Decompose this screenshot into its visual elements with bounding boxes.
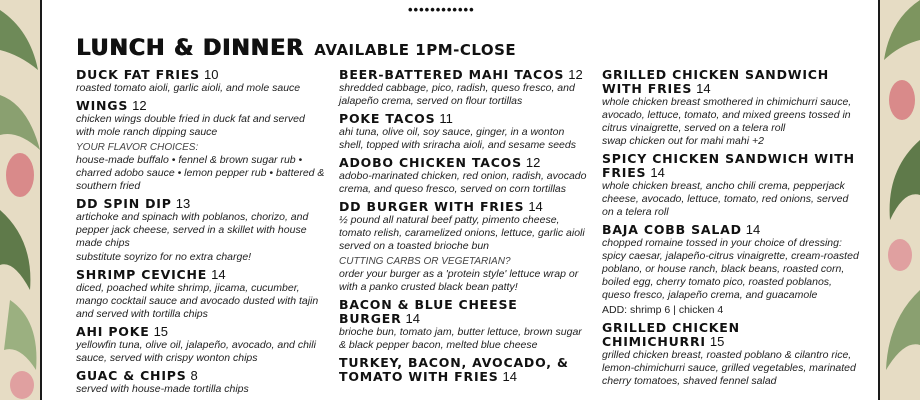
menu-item (76, 369, 326, 396)
item-price: 14 (745, 222, 761, 237)
flavor-choices-heading: YOUR FLAVOR CHOICES: (76, 142, 199, 153)
menu-item (602, 223, 862, 317)
item-addon: swap chicken out for mahi mahi +2 (602, 135, 764, 147)
item-name: BACON & BLUE CHEESE BURGER 14 (339, 297, 518, 326)
item-price: 12 (132, 98, 147, 113)
item-price: 8 (190, 368, 198, 383)
item-price: 12 (525, 155, 541, 170)
item-description: grilled chicken breast, roasted poblano & cilantro rice, lemon-chimichurri sauce, grilled vegetables, marinated cherry tomatoes, shaved fennel salad (602, 349, 856, 387)
item-description: yellowfin tuna, olive oil, jalapeño, avocado, and chili sauce, served with crispy wonton chips (76, 339, 316, 364)
menu-item (602, 152, 862, 219)
menu-item (339, 156, 591, 196)
item-name: DUCK FAT FRIES 10 (76, 67, 219, 82)
item-description: ½ pound all natural beef patty, pimento cheese, tomato relish, caramelized onions, lettuce, garlic aioli served on a toasted brioche bun (339, 214, 585, 252)
item-description: chopped romaine tossed in your choice of dressing: spicy caesar, jalapeño-citrus vinaigrette, cream-roasted poblano, or house ranch, black beans, roasted corn, boiled egg, cherry tomato pico, roasted poblanos, queso fresco, jalapeño crema, and guacamole (602, 237, 859, 301)
item-name: ADOBO CHICKEN TACOS 12 (339, 155, 541, 170)
item-price: 10 (203, 67, 219, 82)
item-description: chicken wings double fried in duck fat and served with mole ranch dipping sauce (76, 113, 305, 138)
item-description: whole chicken breast, ancho chili crema, pepperjack cheese, avocado, lettuce, tomato, red onions, served on a telera roll (602, 180, 849, 218)
menu-item (339, 298, 591, 352)
menu-item (339, 200, 591, 294)
item-price: 11 (439, 111, 453, 126)
item-addon: ADD: shrimp 6 | chicken 4 (602, 304, 724, 316)
menu-item (339, 68, 591, 108)
item-name: GUAC & CHIPS 8 (76, 368, 198, 383)
menu-item (76, 325, 326, 365)
item-description: ahi tuna, olive oil, soy sauce, ginger, in a wonton shell, topped with sriracha aioli, and sesame seeds (339, 126, 576, 151)
item-price: 15 (153, 324, 169, 339)
item-name: BAJA COBB SALAD 14 (602, 222, 761, 237)
item-price: 14 (696, 81, 711, 96)
item-description: diced, poached white shrimp, jicama, cucumber, mango cocktail sauce and avocado dusted with tajin and served with tortilla chips (76, 282, 319, 320)
item-description: brioche bun, tomato jam, butter lettuce, brown sugar & black pepper bacon, melted blue cheese (339, 326, 582, 351)
flavor-choices: house-made buffalo • fennel & brown sugar rub • charred adobo sauce • lemon pepper rub • battered & southern fried (76, 154, 325, 192)
item-price: 14 (528, 199, 543, 214)
menu-item (602, 68, 862, 148)
item-name: GRILLED CHICKEN SANDWICH WITH FRIES 14 (602, 67, 830, 96)
item-name: POKE TACOS 11 (339, 111, 453, 126)
item-name: SHRIMP CEVICHE 14 (76, 267, 226, 282)
item-price: 14 (405, 311, 420, 326)
menu-item (339, 112, 591, 152)
item-price: 14 (650, 165, 665, 180)
menu-item (339, 356, 591, 384)
item-note: substitute soyrizo for no extra charge! (76, 251, 252, 263)
item-name: TURKEY, BACON, AVOCADO, & TOMATO WITH FRIES 14 (339, 355, 569, 384)
item-name: GRILLED CHICKEN CHIMICHURRI 15 (602, 320, 740, 349)
menu-page (40, 0, 880, 400)
item-description: artichoke and spinach with poblanos, chorizo, and pepper jack cheese, served in a skillet with house made chips (76, 211, 309, 249)
menu-column-3 (602, 68, 862, 392)
item-description: adobo-marinated chicken, red onion, radish, avocado crema, and queso fresco, served on corn tortillas (339, 170, 587, 195)
item-description: whole chicken breast smothered in chimichurri sauce, avocado, lettuce, tomato, and mixed greens tossed in citrus vinaigrette, served on a telera roll (602, 96, 852, 134)
menu-item (76, 99, 326, 193)
menu-item (76, 68, 326, 95)
item-price: 13 (175, 196, 191, 211)
item-name: DD BURGER WITH FRIES 14 (339, 199, 543, 214)
menu-item (76, 197, 326, 264)
menu-availability: AVAILABLE 1PM-CLOSE (314, 41, 517, 59)
item-name: WINGS 12 (76, 98, 147, 113)
menu-column-2 (339, 68, 591, 388)
item-price: 15 (709, 334, 725, 349)
item-description: roasted tomato aioli, garlic aioli, and mole sauce (76, 82, 301, 94)
menu-title: LUNCH & DINNER (76, 36, 304, 61)
item-name: AHI POKE 15 (76, 324, 169, 339)
item-name: SPICY CHICKEN SANDWICH WITH FRIES 14 (602, 151, 855, 180)
alt-option-heading: CUTTING CARBS OR VEGETARIAN? (339, 256, 511, 267)
menu-item (76, 268, 326, 321)
item-price: 14 (502, 369, 518, 384)
decorative-dots: •••••••••••• (408, 2, 475, 17)
menu-header (76, 36, 516, 61)
item-name: DD SPIN DIP 13 (76, 196, 191, 211)
menu-item (602, 321, 862, 388)
item-price: 12 (568, 67, 583, 82)
tropical-border-left (0, 0, 40, 400)
item-name: BEER-BATTERED MAHI TACOS 12 (339, 67, 583, 82)
item-description: served with house-made tortilla chips (76, 383, 249, 395)
tropical-border-right (880, 0, 920, 400)
alt-option-text: order your burger as a 'protein style' lettuce wrap or with a panko crusted black bean patty! (339, 268, 579, 293)
menu-column-1 (76, 68, 326, 400)
item-price: 14 (211, 267, 226, 282)
item-description: shredded cabbage, pico, radish, queso fresco, and jalapeño crema, served on flour tortillas (339, 82, 575, 107)
